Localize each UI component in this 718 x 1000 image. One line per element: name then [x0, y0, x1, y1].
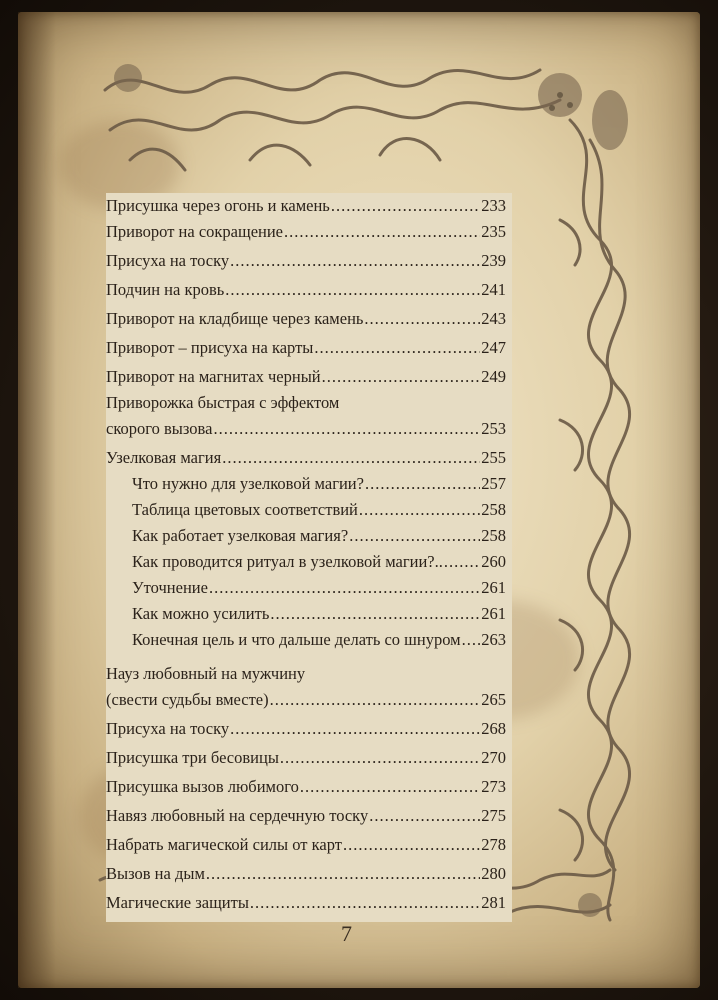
- toc-entry-page: 261: [481, 604, 506, 623]
- toc-entry-title-line1: Науз любовный на мужчину: [106, 664, 306, 683]
- toc-leader-dots: [230, 248, 480, 274]
- toc-leader-dots: [250, 890, 480, 916]
- toc-entry[interactable]: [106, 803, 506, 829]
- toc-leader-dots: [314, 335, 480, 361]
- toc-entry-page: 270: [481, 748, 506, 767]
- toc-subentry[interactable]: [106, 601, 506, 627]
- toc-leader-dots: [270, 601, 480, 627]
- toc-subentry[interactable]: [106, 549, 506, 575]
- toc-leader-dots: [225, 277, 480, 303]
- toc-entry-page: 249: [481, 367, 506, 386]
- toc-entry-page: 281: [481, 893, 506, 912]
- toc-entry-page: 257: [481, 474, 506, 493]
- toc-entry-title: скорого вызова: [106, 419, 213, 438]
- toc-leader-dots: [270, 687, 481, 713]
- toc-entry-page: 273: [481, 777, 506, 796]
- toc-entry-title: Вызов на дым: [106, 864, 205, 883]
- toc-leader-dots: [444, 549, 480, 575]
- toc-entry-page: 243: [481, 309, 506, 328]
- toc-leader-dots: [322, 364, 481, 390]
- toc-entry-title: Как работает узелковая магия?: [132, 526, 349, 545]
- toc-entry-title: Приворот на кладбище через камень: [106, 309, 364, 328]
- toc-entry-page: 255: [481, 448, 506, 467]
- toc-entry[interactable]: [106, 335, 506, 361]
- toc-leader-dots: [365, 471, 480, 497]
- toc-entry-page: 233: [481, 196, 506, 215]
- toc-entry-title: Присуха на тоску: [106, 719, 230, 738]
- toc-entry[interactable]: [106, 745, 506, 771]
- toc-entry[interactable]: [106, 193, 506, 219]
- toc-leader-dots: [222, 445, 480, 471]
- toc-leader-dots: [462, 627, 481, 653]
- toc-entry-page: 275: [481, 806, 506, 825]
- toc-leader-dots: [343, 832, 480, 858]
- toc-entry-title: Приворот на сокращение: [106, 222, 283, 241]
- toc-entry-title: Узелковая магия: [106, 448, 222, 467]
- toc-subentry[interactable]: [106, 471, 506, 497]
- toc-subentry[interactable]: [106, 497, 506, 523]
- toc-entry-title: Что нужно для узелковой магии?: [132, 474, 364, 493]
- toc-leader-dots: [359, 497, 480, 523]
- toc-entry[interactable]: [106, 277, 506, 303]
- toc-entry[interactable]: [106, 890, 506, 916]
- toc-leader-dots: [349, 523, 480, 549]
- toc-entry-multiline[interactable]: [106, 661, 506, 713]
- toc-entry[interactable]: [106, 219, 506, 245]
- toc-entry-page: 239: [481, 251, 506, 270]
- toc-entry-page: 258: [481, 500, 506, 519]
- toc-entry-title: Навяз любовный на сердечную тоску: [106, 806, 369, 825]
- toc-leader-dots: [364, 306, 480, 332]
- toc-entry-page: 235: [481, 222, 506, 241]
- toc-entry[interactable]: [106, 774, 506, 800]
- toc-entry[interactable]: [106, 716, 506, 742]
- toc-entry-page: 247: [481, 338, 506, 357]
- toc-leader-dots: [300, 774, 480, 800]
- toc-leader-dots: [209, 575, 480, 601]
- toc-entry-title: Набрать магической силы от карт: [106, 835, 342, 854]
- toc-entry-page: 241: [481, 280, 506, 299]
- toc-entry-page: 280: [481, 864, 506, 883]
- toc-entry-page: 263: [481, 630, 506, 649]
- toc-entry[interactable]: [106, 364, 506, 390]
- toc-entry-multiline[interactable]: [106, 390, 506, 442]
- toc-entry-page: 258: [481, 526, 506, 545]
- toc-subentry[interactable]: [106, 627, 506, 653]
- toc-entry[interactable]: [106, 832, 506, 858]
- toc-entry[interactable]: [106, 861, 506, 887]
- toc-entry-title: Таблица цветовых соответствий: [132, 500, 358, 519]
- toc-leader-dots: [280, 745, 480, 771]
- toc-entry-page: 278: [481, 835, 506, 854]
- toc-entry-page: 253: [481, 419, 506, 438]
- toc-entry-page: 260: [481, 552, 506, 571]
- toc-entry-title: (свести судьбы вместе): [106, 690, 269, 709]
- toc-entry-title: Как проводится ритуал в узелковой магии?..: [132, 552, 443, 571]
- page-number: 7: [341, 921, 352, 946]
- toc-entry-page: 268: [481, 719, 506, 738]
- toc-entry-title: Как можно усилить: [132, 604, 270, 623]
- toc-entry-title: Присуха на тоску: [106, 251, 230, 270]
- toc-entry-title: Уточнение: [132, 578, 208, 597]
- toc-subentry[interactable]: [106, 575, 506, 601]
- toc-entry-title: Присушка три бесовицы: [106, 748, 279, 767]
- toc-subentry[interactable]: [106, 523, 506, 549]
- toc-leader-dots: [331, 193, 480, 219]
- toc-entry[interactable]: [106, 445, 506, 471]
- toc-leader-dots: [206, 861, 480, 887]
- toc-entry[interactable]: [106, 306, 506, 332]
- toc-entry-page: 261: [481, 578, 506, 597]
- toc-entry-page: 265: [481, 690, 506, 709]
- toc-entry-title: Приворот на магнитах черный: [106, 367, 321, 386]
- toc-leader-dots: [213, 416, 480, 442]
- toc-entry-title: Приворот – присуха на карты: [106, 338, 314, 357]
- toc-entry[interactable]: [106, 248, 506, 274]
- toc-entry-title: Подчин на кровь: [106, 280, 225, 299]
- toc-entry-title: Конечная цель и что дальше делать со шнуром: [132, 630, 461, 649]
- toc-entry-title-line1: Приворожка быстрая с эффектом: [106, 393, 340, 412]
- toc-leader-dots: [230, 716, 480, 742]
- toc-entry-title: Присушка через огонь и камень: [106, 196, 330, 215]
- toc-leader-dots: [369, 803, 480, 829]
- table-of-contents: [106, 193, 512, 922]
- toc-leader-dots: [284, 219, 480, 245]
- toc-entry-title: Магические защиты: [106, 893, 249, 912]
- toc-entry-title: Присушка вызов любимого: [106, 777, 299, 796]
